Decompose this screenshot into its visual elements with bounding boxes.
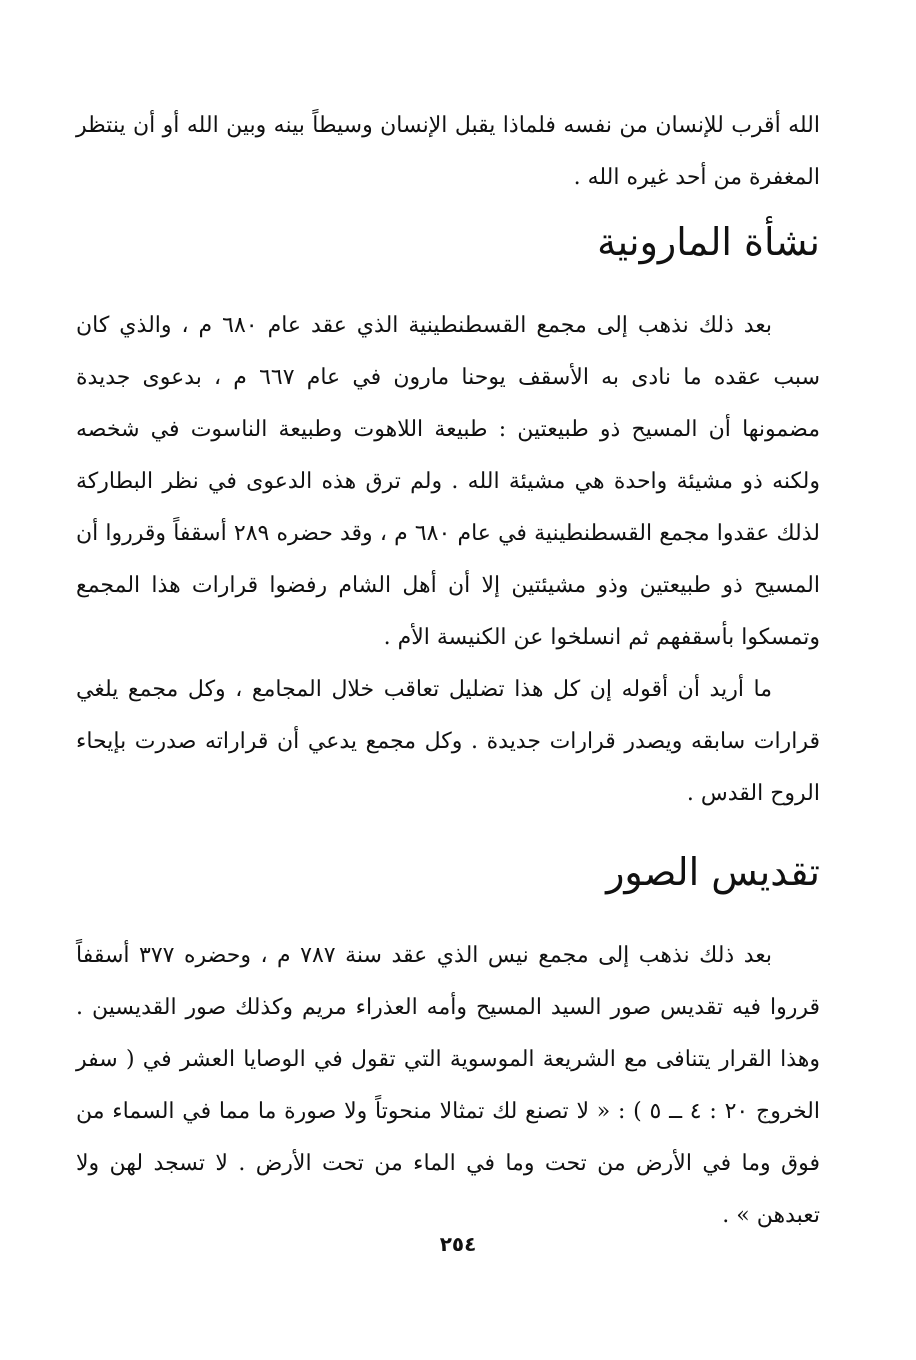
section-heading-maronite-origin: نشأة المارونية [597, 220, 820, 264]
paragraph-councils-misguidance: ما أريد أن أقوله إن كل هذا تضليل تعاقب خلال المجامع ، وكل مجمع يلغي قرارات سابقه ويصدر قرارات جديدة . وكل مجمع يدعي أن قراراته صدرت بإيحاء الروح القدس . [76, 677, 820, 806]
paragraph-nicaea-council: بعد ذلك نذهب إلى مجمع نيس الذي عقد سنة ٧٨٧ م ، وحضره ٣٧٧ أسقفاً قرروا فيه تقديس صور السيد المسيح وأمه العذراء مريم وكذلك صور القديسين . وهذا القرار يتنافى مع الشريعة الموسوية التي تقول في الوصايا العشر في ( سفر الخروج ٢٠ : ٤ ــ ٥ ) : « لا تصنع لك تمثالا منحوتاً ولا صورة ما مما في السماء من فوق وما في الأرض من تحت وما في الماء من تحت الأرض . لا تسجد لهن ولا تعبدهن » . [76, 943, 820, 1228]
page-number: ٢٥٤ [439, 1232, 477, 1256]
section-heading-icon-veneration: تقديس الصور [606, 850, 820, 894]
paragraph-constantinople-council: بعد ذلك نذهب إلى مجمع القسطنطينية الذي عقد عام ٦٨٠ م ، والذي كان سبب عقده ما نادى به الأسقف يوحنا مارون في عام ٦٦٧ م ، بدعوى جديدة مضمونها أن المسيح ذو طبيعتين : طبيعة اللاهوت وطبيعة الناسوت في شخصه ولكنه ذو مشيئة واحدة هي مشيئة الله . ولم ترق هذه الدعوى في نظر البطاركة لذلك عقدوا مجمع القسطنطينية في عام ٦٨٠ م ، وقد حضره ٢٨٩ أسقفاً وقرروا أن المسيح ذو طبيعتين وذو مشيئتين إلا أن أهل الشام رفضوا قرارات هذا المجمع وتمسكوا بأسقفهم ثم انسلخوا عن الكنيسة الأم . [76, 313, 821, 650]
paragraph-continuation: الله أقرب للإنسان من نفسه فلماذا يقبل الإنسان وسيطاً بينه وبين الله أو أن ينتظر المغفرة من أحد غيره الله . [76, 113, 820, 190]
